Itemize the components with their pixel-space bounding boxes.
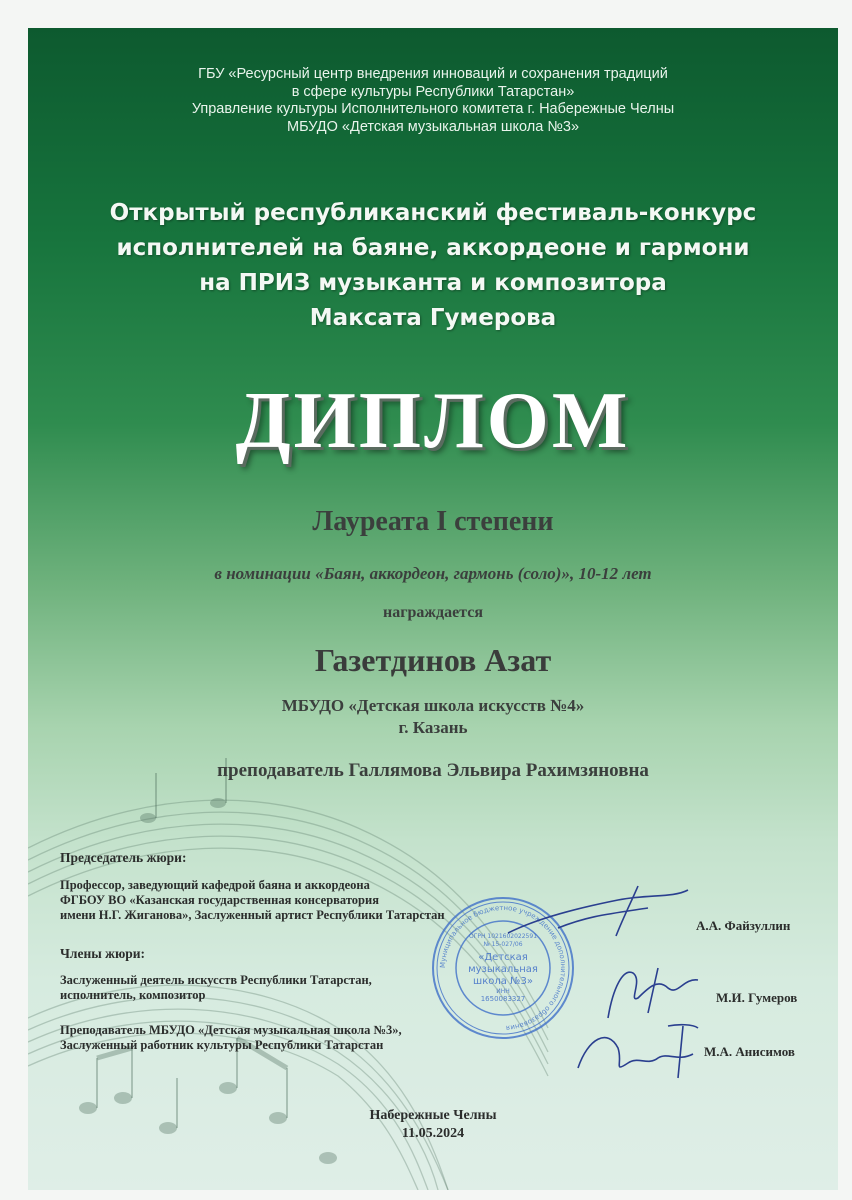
awarded-label: награждается bbox=[383, 604, 483, 621]
festival-line: Открытый республиканский фестиваль-конкурс bbox=[109, 200, 757, 226]
teacher-line: преподаватель Галлямова Эльвира Рахимзяновна bbox=[217, 760, 649, 781]
jury-member2-description bbox=[60, 1023, 402, 1053]
nomination: в номинации «Баян, аккордеон, гармонь (соло)», 10-12 лет bbox=[214, 564, 652, 583]
seal-inn-number: 1650083327 bbox=[480, 995, 526, 1003]
jury-desc-line: ФГБОУ ВО «Казанская государственная консерватория bbox=[60, 893, 379, 907]
jury-desc-line: Преподаватель МБУДО «Детская музыкальная школа №3», bbox=[60, 1023, 402, 1037]
jury-chair-name: А.А. Файзуллин bbox=[696, 918, 791, 933]
seal-inn-label: ИНН bbox=[496, 988, 510, 995]
jury-desc-line: Профессор, заведующий кафедрой баяна и аккордеона bbox=[60, 878, 370, 892]
laureate-degree: Лауреата I степени bbox=[312, 506, 554, 537]
city-line: г. Казань bbox=[398, 718, 468, 737]
seal-ogrn: ОГРН 1021602022591 bbox=[468, 933, 538, 940]
recipient-name: Газетдинов Азат bbox=[314, 642, 552, 678]
seal-code: № 15-027/06 bbox=[483, 941, 523, 948]
organizer-line: ГБУ «Ресурсный центр внедрения инноваций и сохранения традиций bbox=[198, 66, 668, 82]
place: Набережные Челны bbox=[369, 1108, 497, 1123]
seal-ring-text: Муниципальное бюджетное учреждение дополнительного образования bbox=[438, 903, 568, 1032]
jury-chair-heading: Председатель жюри: bbox=[60, 850, 187, 865]
organizer-line: в сфере культуры Республики Татарстан» bbox=[291, 83, 575, 100]
date: 11.05.2024 bbox=[401, 1126, 465, 1141]
seal-school-line: школа №3» bbox=[473, 976, 533, 987]
diploma-title: ДИПЛОМ bbox=[235, 377, 631, 465]
jury-member1-description bbox=[60, 973, 372, 1003]
organizers-block bbox=[28, 66, 838, 136]
jury-desc-line: исполнитель, композитор bbox=[60, 988, 206, 1002]
festival-line: Максата Гумерова bbox=[309, 305, 557, 331]
jury-desc-line: имени Н.Г. Жиганова», Заслуженный артист Республики Татарстан bbox=[60, 908, 445, 922]
jury-member2-name: М.А. Анисимов bbox=[704, 1044, 795, 1059]
organizer-line: МБУДО «Детская музыкальная школа №3» bbox=[286, 118, 580, 135]
festival-line: на ПРИЗ музыканта и композитора bbox=[199, 270, 667, 296]
festival-name bbox=[28, 196, 838, 336]
seal-school-line: «Детская bbox=[478, 952, 528, 963]
festival-line: исполнителей на баяне, аккордеоне и гармони bbox=[116, 235, 750, 261]
seal-school-line: музыкальная bbox=[468, 964, 538, 975]
jury-members-heading: Члены жюри: bbox=[60, 946, 146, 961]
signature-member2 bbox=[568, 1018, 708, 1088]
jury-desc-line: Заслуженный работник культуры Республики Татарстан bbox=[60, 1038, 384, 1052]
signature-chair bbox=[498, 878, 698, 948]
jury-member1-name: М.И. Гумеров bbox=[716, 990, 798, 1005]
jury-chair-description bbox=[60, 878, 445, 923]
diploma-sheet bbox=[28, 28, 838, 1190]
school-line: МБУДО «Детская школа искусств №4» bbox=[281, 696, 585, 715]
jury-desc-line: Заслуженный деятель искусств Республики Татарстан, bbox=[60, 973, 372, 987]
organizer-line: Управление культуры Исполнительного комитета г. Набережные Челны bbox=[191, 101, 675, 117]
